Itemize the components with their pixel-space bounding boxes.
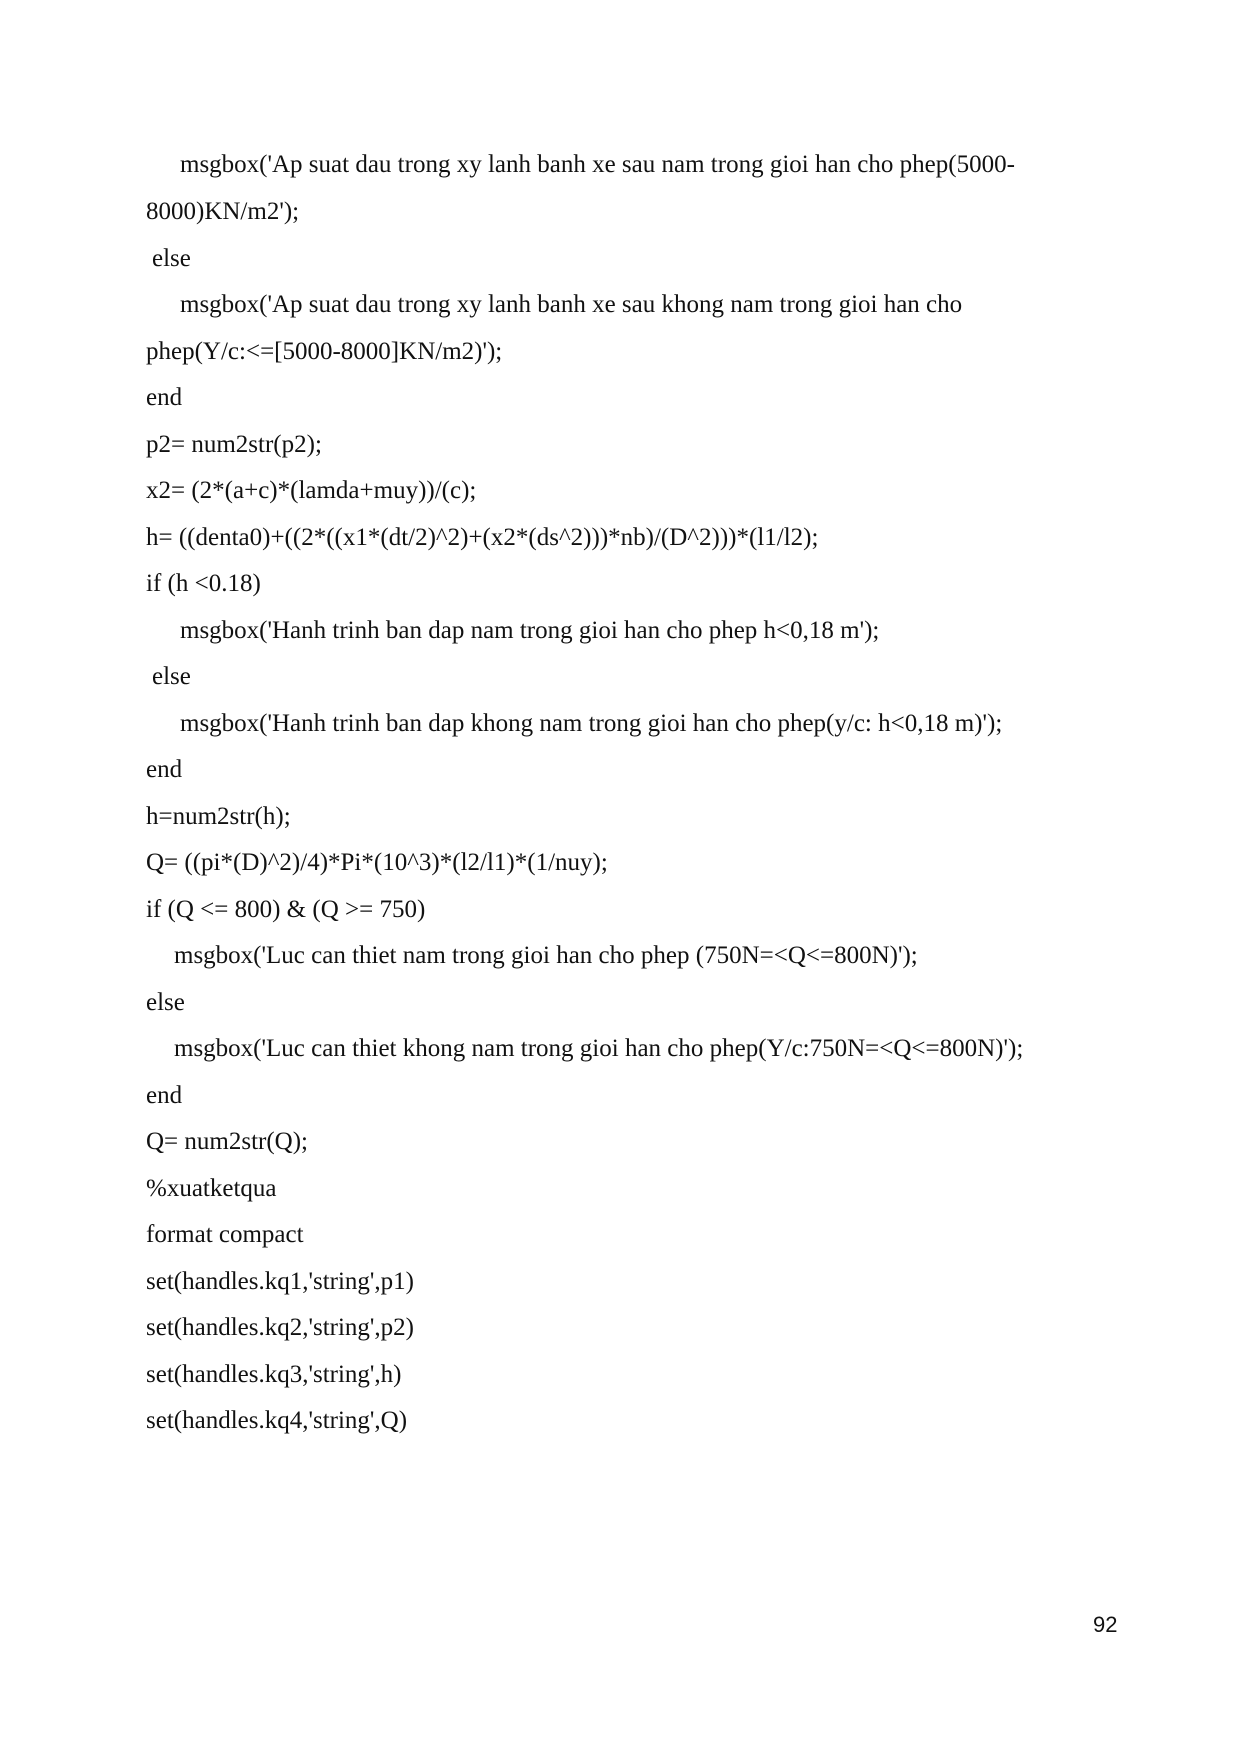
code-line-13: msgbox('Hanh trinh ban dap khong nam trong gioi han cho phep(y/c: h<0,18 m)'); [180, 710, 1003, 737]
code-line-28: set(handles.kq4,'string',Q) [146, 1407, 408, 1434]
code-line-11: msgbox('Hanh trinh ban dap nam trong gioi han cho phep h<0,18 m'); [180, 617, 880, 644]
code-line-26: set(handles.kq2,'string',p2) [146, 1314, 414, 1341]
code-line-3: else [152, 245, 191, 272]
code-line-25: set(handles.kq1,'string',p1) [146, 1268, 414, 1295]
code-line-27: set(handles.kq3,'string',h) [146, 1361, 402, 1388]
code-line-21: end [146, 1082, 183, 1109]
code-line-9: h= ((denta0)+((2*((x1*(dt/2)^2)+(x2*(ds^2)))*nb)/(D^2)))*(l1/l2); [146, 524, 819, 551]
code-line-6: end [146, 384, 183, 411]
code-line-18: msgbox('Luc can thiet nam trong gioi han cho phep (750N=<Q<=800N)'); [174, 942, 918, 969]
code-line-15: h=num2str(h); [146, 803, 291, 830]
code-line-20: msgbox('Luc can thiet khong nam trong gioi han cho phep(Y/c:750N=<Q<=800N)'); [174, 1035, 1024, 1062]
code-line-22: Q= num2str(Q); [146, 1128, 308, 1155]
code-line-17: if (Q <= 800) & (Q >= 750) [146, 896, 426, 923]
code-line-12: else [152, 663, 191, 690]
code-line-7: p2= num2str(p2); [146, 431, 322, 458]
code-line-23: %xuatketqua [146, 1175, 277, 1202]
page-number: 92 [1093, 1612, 1118, 1637]
code-line-5: phep(Y/c:<=[5000-8000]KN/m2)'); [146, 338, 503, 365]
code-line-24: format compact [146, 1221, 304, 1248]
code-line-19: else [146, 989, 185, 1016]
code-line-16: Q= ((pi*(D)^2)/4)*Pi*(10^3)*(l2/l1)*(1/nuy); [146, 849, 608, 876]
code-line-2: 8000)KN/m2'); [146, 198, 300, 225]
code-line-4: msgbox('Ap suat dau trong xy lanh banh xe sau khong nam trong gioi han cho [180, 291, 963, 318]
code-line-8: x2= (2*(a+c)*(lamda+muy))/(c); [146, 477, 477, 504]
code-line-10: if (h <0.18) [146, 570, 261, 597]
code-line-1: msgbox('Ap suat dau trong xy lanh banh xe sau nam trong gioi han cho phep(5000- [180, 151, 1015, 178]
code-line-14: end [146, 756, 183, 783]
